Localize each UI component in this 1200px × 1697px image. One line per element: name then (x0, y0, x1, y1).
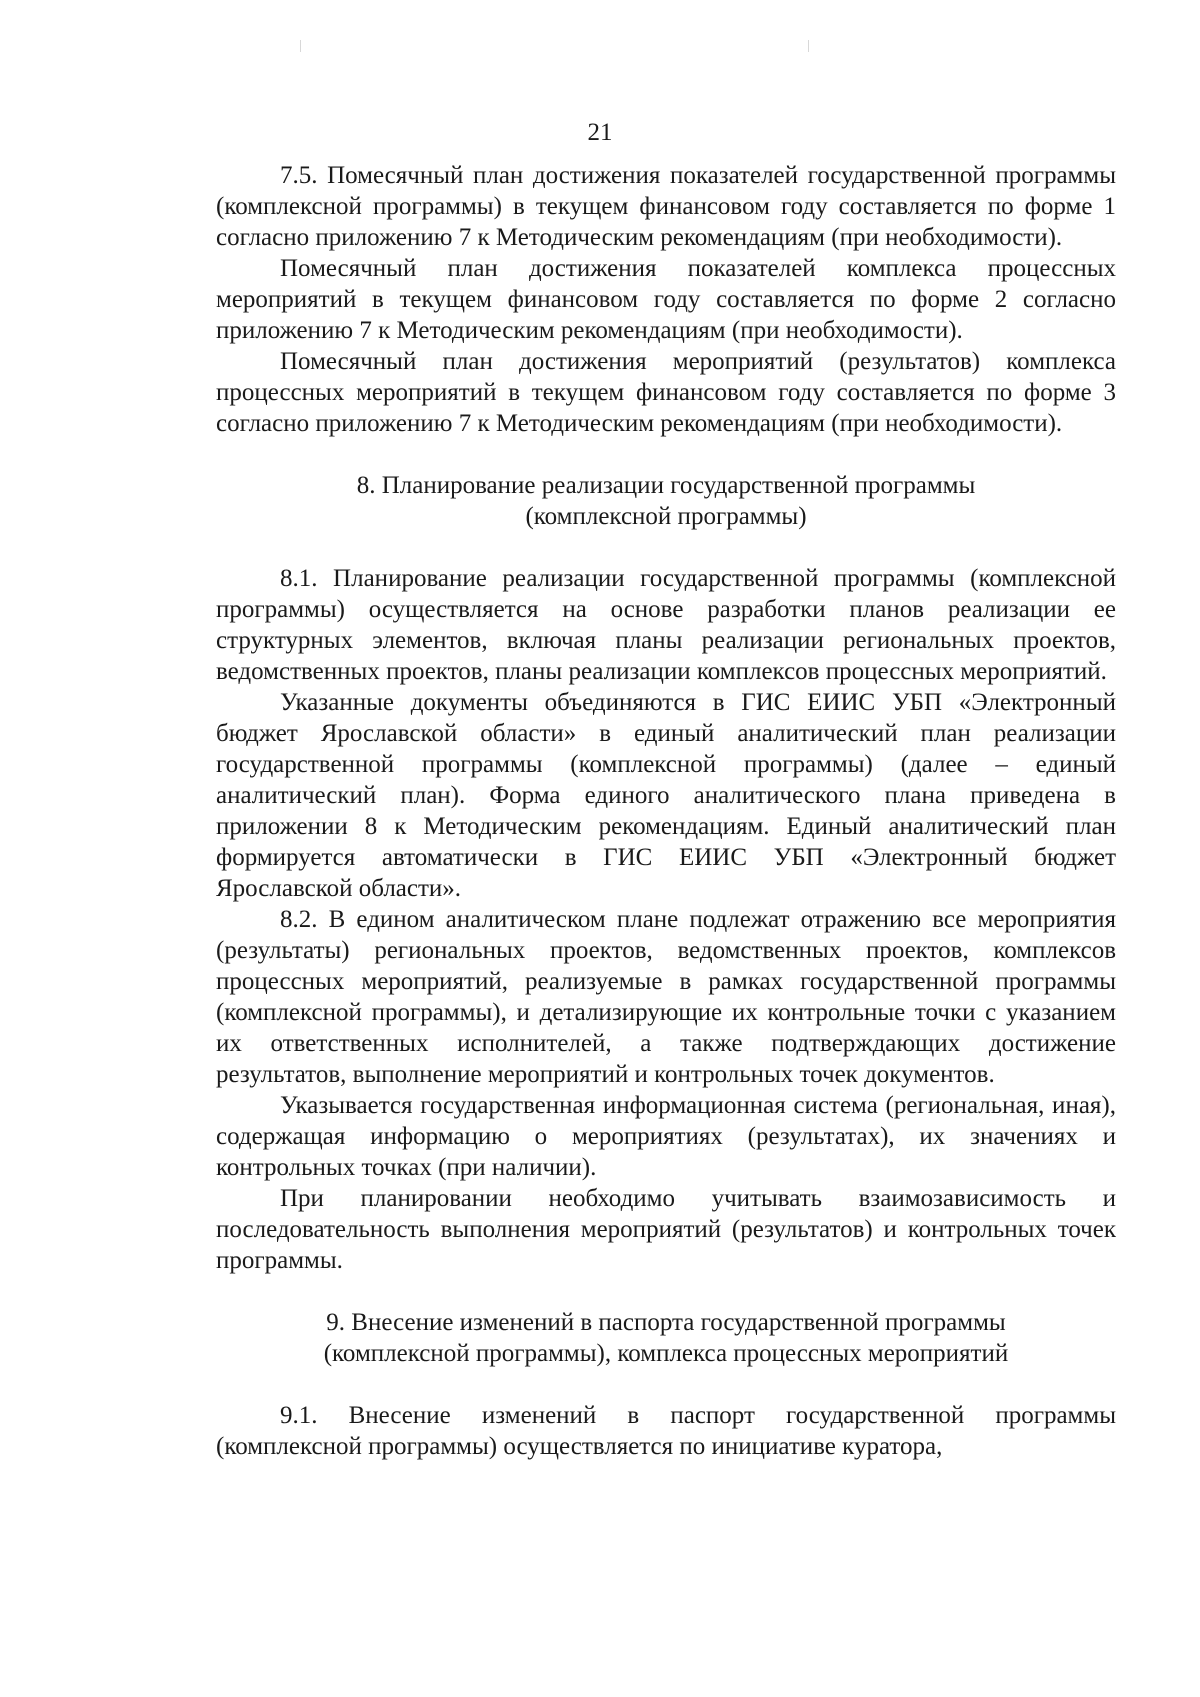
paragraph-7-5-3: Помесячный план достижения мероприятий (результатов) комплекса процессных мероприятий в текущем финансовом году составляется по форме 3 согласно приложению 7 к Методическим рекомендациям (при необходимости). (216, 348, 1116, 437)
section-8-heading (216, 470, 1116, 532)
paragraph-7-5-1: 7.5. Помесячный план достижения показателей государственной программы (комплексной программы) в текущем финансовом году составляется по форме 1 согласно приложению 7 к Методическим рекомендациям (при необходимости). (216, 162, 1116, 251)
scan-mark (808, 40, 809, 52)
paragraph-9-1: 9.1. Внесение изменений в паспорт государственной программы (комплексной программы) осуществляется по инициативе куратора, (216, 1402, 1116, 1460)
paragraph-8-2-3: При планировании необходимо учитывать взаимозависимость и последовательность выполнения мероприятий (результатов) и контрольных точек программы. (216, 1185, 1116, 1274)
paragraph-7-5-2: Помесячный план достижения показателей комплекса процессных мероприятий в текущем финансовом году составляется по форме 2 согласно приложению 7 к Методическим рекомендациям (при необходимости). (216, 255, 1116, 344)
paragraph-8-2-2: Указывается государственная информационная система (региональная, иная), содержащая информацию о мероприятиях (результатах), их значениях и контрольных точках (при наличии). (216, 1092, 1116, 1181)
section-8-heading-line-1: 8. Планирование реализации государственной программы (356, 472, 976, 499)
paragraph-8-2: 8.2. В едином аналитическом плане подлежат отражению все мероприятия (результаты) региональных проектов, ведомственных проектов, комплексов процессных мероприятий, реализуемые в рамках государственной программы (комплексной программы), и детализирующие их контрольные точки с указанием их ответственных исполнителей, а также подтверждающих достижение результатов, выполнение мероприятий и контрольных точек документов. (216, 906, 1116, 1088)
paragraph-8-1-2: Указанные документы объединяются в ГИС ЕИИС УБП «Электронный бюджет Ярославской области» в единый аналитический план реализации государственной программы (комплексной программы) (далее – единый аналитический план). Форма единого аналитического плана приведена в приложении 8 к Методическим рекомендациям. Единый аналитический план формируется автоматически в ГИС ЕИИС УБП «Электронный бюджет Ярославской области». (216, 689, 1116, 902)
section-8-heading-line-2: (комплексной программы) (525, 503, 807, 530)
section-9-heading (216, 1307, 1116, 1369)
paragraph-8-1: 8.1. Планирование реализации государственной программы (комплексной программы) осуществляется на основе разработки планов реализации ее структурных элементов, включая планы реализации региональных проектов, ведомственных проектов, планы реализации комплексов процессных мероприятий. (216, 565, 1116, 685)
page-body (216, 160, 1116, 1462)
scan-mark (300, 40, 301, 52)
page-number: 21 (587, 119, 613, 146)
section-9-heading-line-2: (комплексной программы), комплекса процессных мероприятий (323, 1340, 1009, 1367)
section-9-heading-line-1: 9. Внесение изменений в паспорта государственной программы (326, 1309, 1006, 1336)
